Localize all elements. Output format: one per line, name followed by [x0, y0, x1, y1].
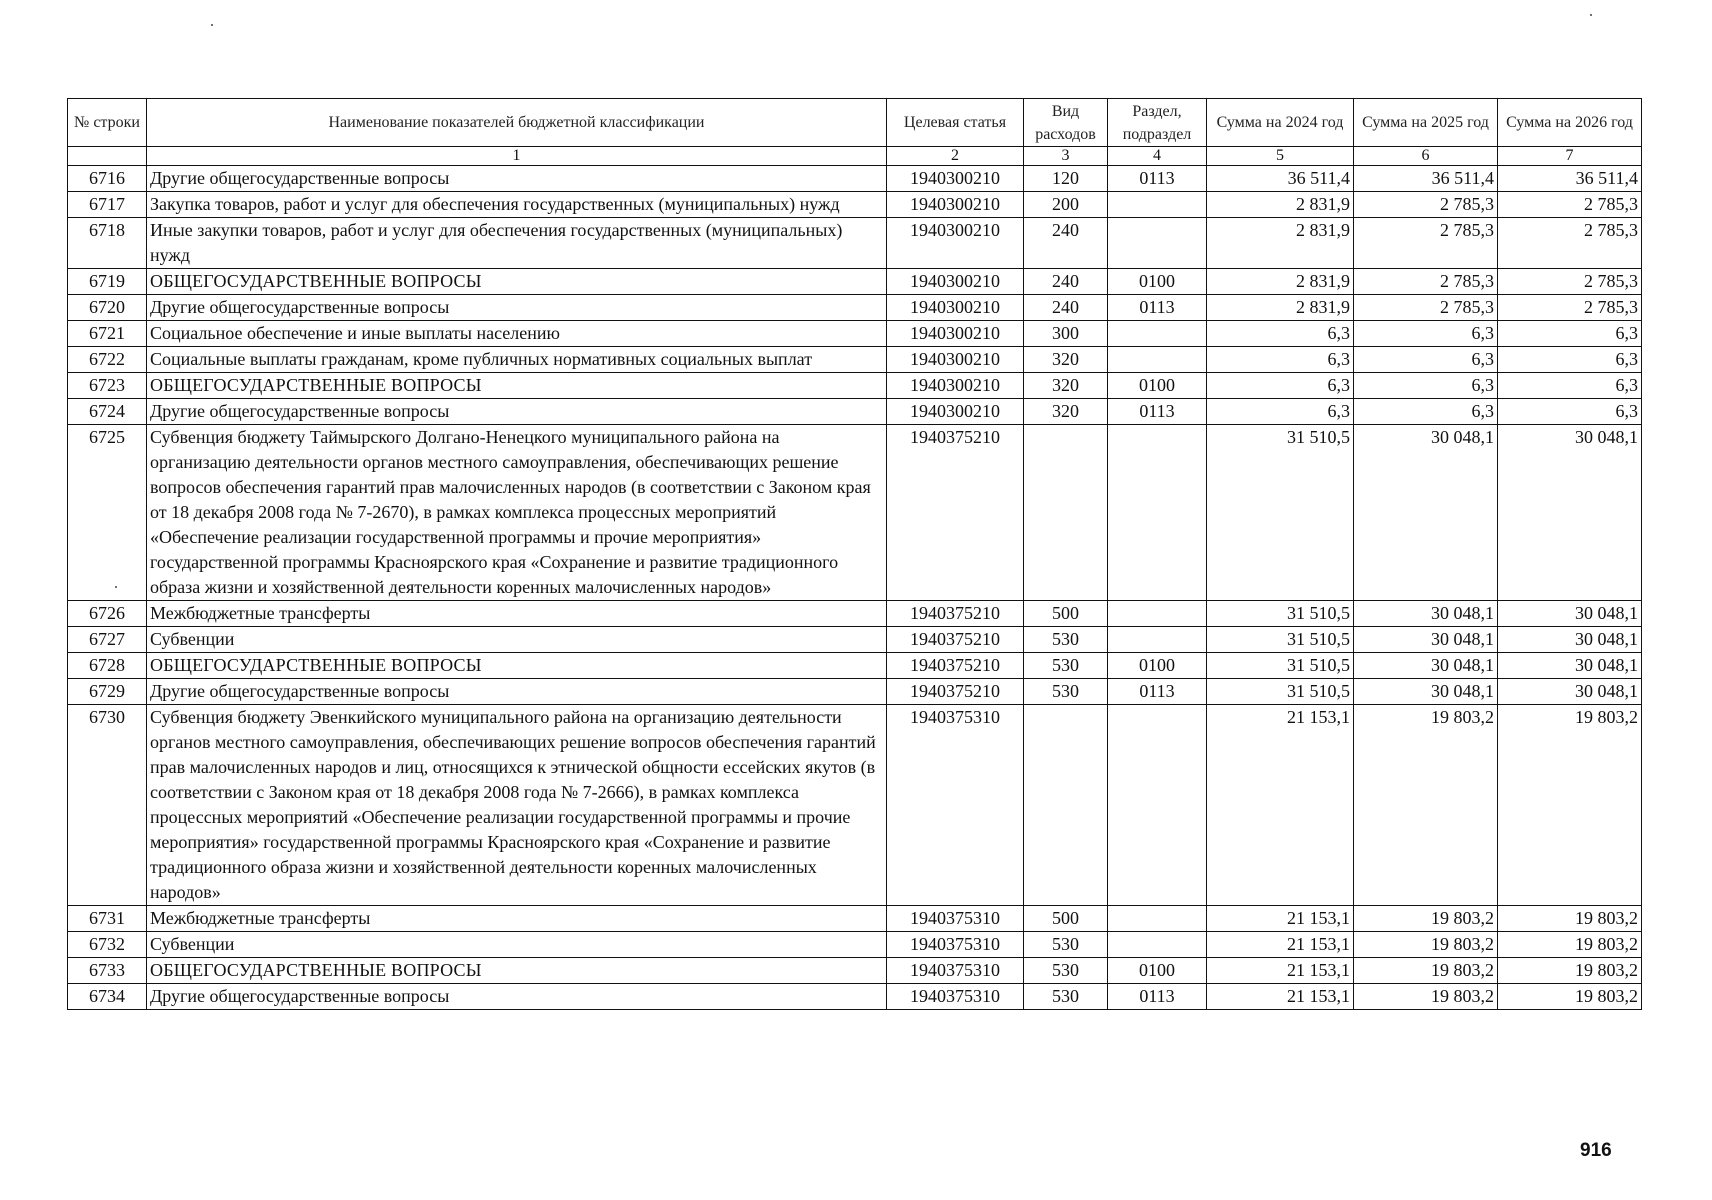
indicator-name: Другие общегосударственные вопросы [147, 399, 887, 425]
sum-2025: 19 803,2 [1354, 906, 1498, 932]
indicator-name: Межбюджетные трансферты [147, 906, 887, 932]
target-article: 1940300210 [887, 166, 1024, 192]
row-number: 6721 [68, 321, 147, 347]
table-row [68, 425, 1642, 601]
indicator-name: Субвенции [147, 627, 887, 653]
header-name: Наименование показателей бюджетной классификации [147, 99, 887, 147]
row-number: 6734 [68, 984, 147, 1010]
sum-2025: 19 803,2 [1354, 984, 1498, 1010]
expense-type: 530 [1024, 627, 1108, 653]
table-row [68, 269, 1642, 295]
section-code [1108, 932, 1207, 958]
indicator-name: Социальные выплаты гражданам, кроме публичных нормативных социальных выплат [147, 347, 887, 373]
row-number: 6722 [68, 347, 147, 373]
table-row [68, 373, 1642, 399]
row-number: 6728 [68, 653, 147, 679]
table-row [68, 321, 1642, 347]
column-number-row [68, 147, 1642, 166]
indicator-name: Субвенция бюджету Таймырского Долгано-Ненецкого муниципального района на организацию деятельности органов местного самоуправления, обеспечивающих решение вопросов обеспечения гарантий прав малочисленных народов (в соответствии с Законом края от 18 декабря 2008 года № 7-2670), в рамках комплекса процессных мероприятий «Обеспечение реализации государственной программы и прочие мероприятия» государственной программы Красноярского края «Сохранение и развитие традиционного образа жизни и хозяйственной деятельности коренных малочисленных народов» [147, 425, 887, 601]
expense-type: 200 [1024, 192, 1108, 218]
sum-2025: 6,3 [1354, 321, 1498, 347]
sum-2024: 31 510,5 [1207, 627, 1354, 653]
column-number: 2 [887, 147, 1024, 166]
target-article: 1940300210 [887, 218, 1024, 269]
sum-2025: 2 785,3 [1354, 295, 1498, 321]
column-number: 3 [1024, 147, 1108, 166]
row-number: 6724 [68, 399, 147, 425]
row-number: 6733 [68, 958, 147, 984]
table-row [68, 627, 1642, 653]
table-row [68, 601, 1642, 627]
expense-type: 500 [1024, 906, 1108, 932]
header-target-article: Целевая статья [887, 99, 1024, 147]
table-body [68, 147, 1642, 1010]
sum-2026: 30 048,1 [1498, 601, 1642, 627]
target-article: 1940300210 [887, 321, 1024, 347]
sum-2024: 31 510,5 [1207, 425, 1354, 601]
sum-2025: 2 785,3 [1354, 269, 1498, 295]
sum-2024: 21 153,1 [1207, 906, 1354, 932]
sum-2025: 19 803,2 [1354, 958, 1498, 984]
column-number: 6 [1354, 147, 1498, 166]
header-section: Раздел, подраздел [1108, 99, 1207, 147]
target-article: 1940375310 [887, 958, 1024, 984]
table-row [68, 932, 1642, 958]
column-number: 1 [147, 147, 887, 166]
indicator-name: Межбюджетные трансферты [147, 601, 887, 627]
header-sum-2024: Сумма на 2024 год [1207, 99, 1354, 147]
table-row [68, 906, 1642, 932]
sum-2026: 36 511,4 [1498, 166, 1642, 192]
row-number: 6729 [68, 679, 147, 705]
section-code: 0100 [1108, 653, 1207, 679]
sum-2024: 6,3 [1207, 373, 1354, 399]
row-number: 6718 [68, 218, 147, 269]
sum-2025: 6,3 [1354, 373, 1498, 399]
scan-speck [1590, 14, 1592, 16]
indicator-name: Субвенции [147, 932, 887, 958]
sum-2025: 6,3 [1354, 347, 1498, 373]
sum-2024: 2 831,9 [1207, 192, 1354, 218]
sum-2026: 19 803,2 [1498, 705, 1642, 906]
expense-type: 120 [1024, 166, 1108, 192]
section-code [1108, 627, 1207, 653]
sum-2025: 30 048,1 [1354, 653, 1498, 679]
expense-type: 240 [1024, 269, 1108, 295]
expense-type: 320 [1024, 373, 1108, 399]
section-code: 0100 [1108, 373, 1207, 399]
target-article: 1940300210 [887, 347, 1024, 373]
sum-2026: 19 803,2 [1498, 906, 1642, 932]
sum-2026: 30 048,1 [1498, 679, 1642, 705]
sum-2024: 6,3 [1207, 321, 1354, 347]
sum-2024: 31 510,5 [1207, 601, 1354, 627]
sum-2025: 19 803,2 [1354, 705, 1498, 906]
indicator-name: Другие общегосударственные вопросы [147, 984, 887, 1010]
expense-type: 240 [1024, 218, 1108, 269]
sum-2024: 21 153,1 [1207, 932, 1354, 958]
section-code: 0100 [1108, 269, 1207, 295]
row-number: 6719 [68, 269, 147, 295]
row-number: 6717 [68, 192, 147, 218]
sum-2024: 36 511,4 [1207, 166, 1354, 192]
table-row [68, 347, 1642, 373]
sum-2025: 36 511,4 [1354, 166, 1498, 192]
expense-type: 500 [1024, 601, 1108, 627]
section-code: 0113 [1108, 399, 1207, 425]
indicator-name: Социальное обеспечение и иные выплаты населению [147, 321, 887, 347]
target-article: 1940375310 [887, 984, 1024, 1010]
indicator-name: Субвенция бюджету Эвенкийского муниципального района на организацию деятельности органов местного самоуправления, обеспечивающих решение вопросов обеспечения гарантий прав малочисленных народов и лиц, относящихся к этнической общности ессейских якутов (в соответствии с Законом края от 18 декабря 2008 года № 7-2666), в рамках комплекса процессных мероприятий «Обеспечение реализации государственной программы и прочие мероприятия» государственной программы Красноярского края «Сохранение и развитие традиционного образа жизни и хозяйственной деятельности коренных малочисленных народов» [147, 705, 887, 906]
row-number: 6727 [68, 627, 147, 653]
target-article: 1940375210 [887, 653, 1024, 679]
column-number: 7 [1498, 147, 1642, 166]
indicator-name: Другие общегосударственные вопросы [147, 679, 887, 705]
section-code [1108, 705, 1207, 906]
sum-2026: 30 048,1 [1498, 653, 1642, 679]
expense-type [1024, 425, 1108, 601]
sum-2024: 2 831,9 [1207, 218, 1354, 269]
sum-2024: 2 831,9 [1207, 269, 1354, 295]
row-number: 6730 [68, 705, 147, 906]
scan-speck [211, 24, 213, 26]
expense-type: 530 [1024, 653, 1108, 679]
row-number: 6726 [68, 601, 147, 627]
section-code [1108, 601, 1207, 627]
table-row [68, 295, 1642, 321]
row-number: 6732 [68, 932, 147, 958]
column-number: 5 [1207, 147, 1354, 166]
table-row [68, 653, 1642, 679]
target-article: 1940375310 [887, 932, 1024, 958]
row-number: 6731 [68, 906, 147, 932]
sum-2024: 6,3 [1207, 347, 1354, 373]
sum-2026: 2 785,3 [1498, 218, 1642, 269]
sum-2024: 31 510,5 [1207, 679, 1354, 705]
row-number: 6716 [68, 166, 147, 192]
sum-2026: 19 803,2 [1498, 984, 1642, 1010]
sum-2026: 2 785,3 [1498, 269, 1642, 295]
table-header-row [68, 99, 1642, 147]
indicator-name: ОБЩЕГОСУДАРСТВЕННЫЕ ВОПРОСЫ [147, 653, 887, 679]
sum-2026: 30 048,1 [1498, 627, 1642, 653]
indicator-name: Другие общегосударственные вопросы [147, 295, 887, 321]
target-article: 1940375210 [887, 425, 1024, 601]
expense-type: 320 [1024, 399, 1108, 425]
sum-2026: 2 785,3 [1498, 295, 1642, 321]
sum-2026: 6,3 [1498, 399, 1642, 425]
target-article: 1940300210 [887, 399, 1024, 425]
table-row [68, 958, 1642, 984]
sum-2024: 2 831,9 [1207, 295, 1354, 321]
target-article: 1940375310 [887, 705, 1024, 906]
sum-2025: 30 048,1 [1354, 601, 1498, 627]
sum-2024: 21 153,1 [1207, 705, 1354, 906]
sum-2024: 21 153,1 [1207, 958, 1354, 984]
section-code: 0113 [1108, 679, 1207, 705]
table-row [68, 218, 1642, 269]
table-row [68, 192, 1642, 218]
column-number: 4 [1108, 147, 1207, 166]
expense-type: 530 [1024, 932, 1108, 958]
sum-2026: 6,3 [1498, 373, 1642, 399]
header-sum-2025: Сумма на 2025 год [1354, 99, 1498, 147]
table-row [68, 984, 1642, 1010]
header-row-no: № строки [68, 99, 147, 147]
section-code [1108, 347, 1207, 373]
sum-2025: 19 803,2 [1354, 932, 1498, 958]
indicator-name: Другие общегосударственные вопросы [147, 166, 887, 192]
indicator-name: Закупка товаров, работ и услуг для обеспечения государственных (муниципальных) нужд [147, 192, 887, 218]
table-row [68, 705, 1642, 906]
section-code [1108, 906, 1207, 932]
sum-2026: 6,3 [1498, 321, 1642, 347]
target-article: 1940300210 [887, 373, 1024, 399]
target-article: 1940300210 [887, 295, 1024, 321]
table-row [68, 166, 1642, 192]
sum-2025: 6,3 [1354, 399, 1498, 425]
section-code: 0113 [1108, 295, 1207, 321]
header-sum-2026: Сумма на 2026 год [1498, 99, 1642, 147]
sum-2026: 6,3 [1498, 347, 1642, 373]
table-row [68, 399, 1642, 425]
expense-type: 240 [1024, 295, 1108, 321]
indicator-name: ОБЩЕГОСУДАРСТВЕННЫЕ ВОПРОСЫ [147, 373, 887, 399]
sum-2025: 30 048,1 [1354, 627, 1498, 653]
target-article: 1940300210 [887, 269, 1024, 295]
section-code [1108, 192, 1207, 218]
sum-2025: 30 048,1 [1354, 679, 1498, 705]
section-code: 0113 [1108, 984, 1207, 1010]
row-number: 6720 [68, 295, 147, 321]
expense-type: 320 [1024, 347, 1108, 373]
indicator-name: ОБЩЕГОСУДАРСТВЕННЫЕ ВОПРОСЫ [147, 269, 887, 295]
sum-2026: 30 048,1 [1498, 425, 1642, 601]
section-code: 0113 [1108, 166, 1207, 192]
target-article: 1940375210 [887, 627, 1024, 653]
target-article: 1940375210 [887, 601, 1024, 627]
expense-type: 300 [1024, 321, 1108, 347]
header-expense-type: Вид расходов [1024, 99, 1108, 147]
sum-2026: 19 803,2 [1498, 958, 1642, 984]
target-article: 1940375210 [887, 679, 1024, 705]
row-number: 6725 [68, 425, 147, 601]
section-code [1108, 321, 1207, 347]
section-code [1108, 425, 1207, 601]
sum-2025: 30 048,1 [1354, 425, 1498, 601]
indicator-name: Иные закупки товаров, работ и услуг для обеспечения государственных (муниципальных) нужд [147, 218, 887, 269]
table-row [68, 679, 1642, 705]
target-article: 1940300210 [887, 192, 1024, 218]
sum-2024: 6,3 [1207, 399, 1354, 425]
budget-table [67, 98, 1642, 1010]
sum-2024: 21 153,1 [1207, 984, 1354, 1010]
row-number: 6723 [68, 373, 147, 399]
expense-type [1024, 705, 1108, 906]
column-number-empty [68, 147, 147, 166]
target-article: 1940375310 [887, 906, 1024, 932]
page-number: 916 [1580, 1140, 1612, 1161]
sum-2025: 2 785,3 [1354, 218, 1498, 269]
sum-2026: 2 785,3 [1498, 192, 1642, 218]
sum-2026: 19 803,2 [1498, 932, 1642, 958]
section-code [1108, 218, 1207, 269]
section-code: 0100 [1108, 958, 1207, 984]
sum-2025: 2 785,3 [1354, 192, 1498, 218]
expense-type: 530 [1024, 679, 1108, 705]
sum-2024: 31 510,5 [1207, 653, 1354, 679]
expense-type: 530 [1024, 958, 1108, 984]
indicator-name: ОБЩЕГОСУДАРСТВЕННЫЕ ВОПРОСЫ [147, 958, 887, 984]
expense-type: 530 [1024, 984, 1108, 1010]
